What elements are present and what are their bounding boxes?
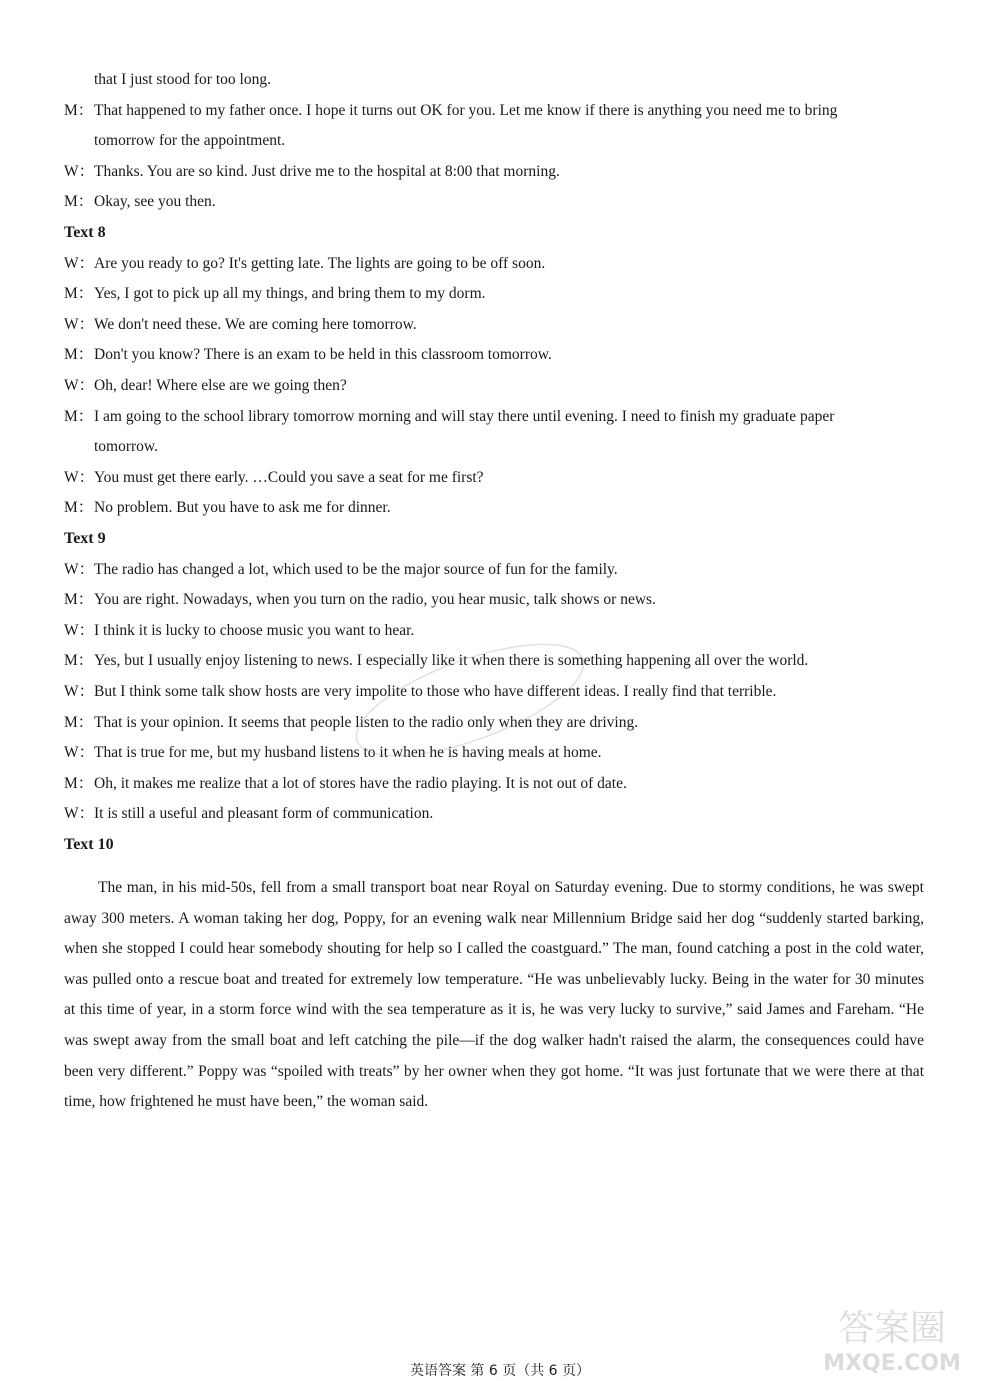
speaker-label: M： — [64, 652, 94, 670]
dialogue-line — [64, 101, 934, 121]
speaker-label: W： — [64, 744, 95, 762]
dialogue-line — [94, 131, 964, 151]
dialogue-line — [64, 651, 934, 671]
speaker-label: M： — [64, 713, 94, 731]
dialogue-text: Oh, it makes me realize that a lot of stores have the radio playing. It is not out of date. — [94, 774, 627, 792]
speaker-label: W： — [64, 805, 95, 823]
dialogue-text: That is true for me, but my husband listens to it when he is having meals at home. — [94, 744, 602, 762]
dialogue-text: The radio has changed a lot, which used to be the major source of fun for the family. — [94, 560, 618, 578]
speaker-label: M： — [64, 591, 94, 609]
dialogue-text: tomorrow. — [94, 438, 158, 456]
dialogue-text: But I think some talk show hosts are very impolite to those who have different ideas. I really find that terrible. — [94, 683, 777, 700]
dialogue-line — [94, 70, 964, 90]
dialogue-text: Don't you know? There is an exam to be held in this classroom tomorrow. — [94, 346, 552, 364]
dialogue-line — [94, 437, 964, 457]
speaker-label: M： — [64, 101, 94, 119]
dialogue-text: Thanks. You are so kind. Just drive me to the hospital at 8:00 that morning. — [94, 162, 560, 180]
speaker-label: W： — [64, 377, 95, 394]
dialogue-line — [64, 376, 934, 396]
dialogue-line — [64, 682, 934, 702]
speaker-label: M： — [64, 774, 94, 792]
speaker-label: W： — [64, 254, 95, 272]
dialogue-line — [64, 590, 934, 610]
dialogue-line — [64, 162, 934, 182]
speaker-label: M： — [64, 346, 94, 364]
dialogue-line — [64, 774, 934, 794]
dialogue-text: That happened to my father once. I hope it turns out OK for you. Let me know if there is anything you need me to bring — [94, 101, 838, 119]
speaker-label: W： — [64, 621, 95, 639]
speaker-label: M： — [64, 499, 94, 517]
dialogue-text: That is your opinion. It seems that people listen to the radio only when they are driving. — [94, 713, 639, 731]
logo-mark: 答案圈 — [837, 1308, 947, 1349]
dialogue-text: I am going to the school library tomorrow morning and will stay there until evening. I need to finish my graduate paper — [94, 407, 835, 425]
dialogue-line — [64, 254, 934, 274]
dialogue-text: Yes, I got to pick up all my things, and bring them to my dorm. — [94, 285, 486, 303]
dialogue-text: You are right. Nowadays, when you turn on the radio, you hear music, talk shows or news. — [94, 591, 656, 609]
dialogue-line — [64, 468, 934, 488]
dialogue-text: that I just stood for too long. — [94, 71, 271, 88]
speaker-label: M： — [64, 193, 94, 211]
dialogue-line — [64, 407, 934, 427]
speaker-label: M： — [64, 407, 94, 425]
dialogue-line — [64, 284, 934, 304]
dialogue-line — [64, 621, 934, 641]
dialogue-line — [64, 713, 934, 733]
page-footer: 英语答案 第 6 页（共 6 页） — [409, 1363, 591, 1379]
dialogue-text: We don't need these. We are coming here tomorrow. — [94, 315, 417, 333]
speaker-label: W： — [64, 683, 95, 700]
speaker-label: W： — [64, 315, 95, 333]
dialogue-line — [64, 804, 934, 824]
speaker-label: W： — [64, 468, 95, 486]
dialogue-line — [64, 743, 934, 763]
dialogue-text: You must get there early. …Could you save a seat for me first? — [94, 468, 484, 486]
dialogue-line — [64, 560, 934, 580]
speaker-label: W： — [64, 560, 95, 578]
logo-domain: MXQE.COM — [823, 1351, 961, 1376]
dialogue-text: I think it is lucky to choose music you want to hear. — [94, 621, 415, 639]
dialogue-text: Yes, but I usually enjoy listening to news. I especially like it when there is something happening all over the world. — [94, 652, 809, 670]
dialogue-text: No problem. But you have to ask me for dinner. — [94, 499, 391, 517]
dialogue-text: Are you ready to go? It's getting late. The lights are going to be off soon. — [94, 254, 546, 272]
dialogue-text: tomorrow for the appointment. — [94, 132, 286, 150]
speaker-label: W： — [64, 162, 95, 180]
dialogue-text: Okay, see you then. — [94, 193, 216, 211]
text10-paragraph: The man, in his mid-50s, fell from a small transport boat near Royal on Saturday evening. Due to stormy conditions, he was swept away 300 meters. A woman taking her dog, Poppy, for an evening walk near Millennium Bridge said her dog “suddenly started barking, when she stopped I could hear somebody shouting for help so I called the coastguard.” The man, found catching a post in the cold water, was pulled onto a rescue boat and treated for extremely low temperature. “He was unbelievably lucky. Being in the water for 30 minutes at this time of year, in a storm force wind with the sea temperature as it is, he was very lucky to survive,” said James and Fareham. “He was swept away from the small boat and left catching the pile—if the dog walker hadn't raised the alarm, the consequences could have been very different.” Poppy was “spoiled with treats” by her owner when they got home. “It was just fortunate that we were there at that time, how frightened he must have been,” the woman said. — [64, 879, 924, 1111]
dialogue-text: Oh, dear! Where else are we going then? — [94, 377, 347, 394]
section-heading: Text 10 — [64, 836, 114, 853]
dialogue-line — [64, 315, 934, 335]
speaker-label: M： — [64, 285, 94, 303]
section-heading: Text 8 — [64, 224, 106, 241]
dialogue-text: It is still a useful and pleasant form of communication. — [94, 805, 434, 823]
section-heading: Text 9 — [64, 530, 106, 547]
dialogue-line — [64, 345, 934, 365]
dialogue-line — [64, 498, 934, 518]
dialogue-line — [64, 192, 934, 212]
